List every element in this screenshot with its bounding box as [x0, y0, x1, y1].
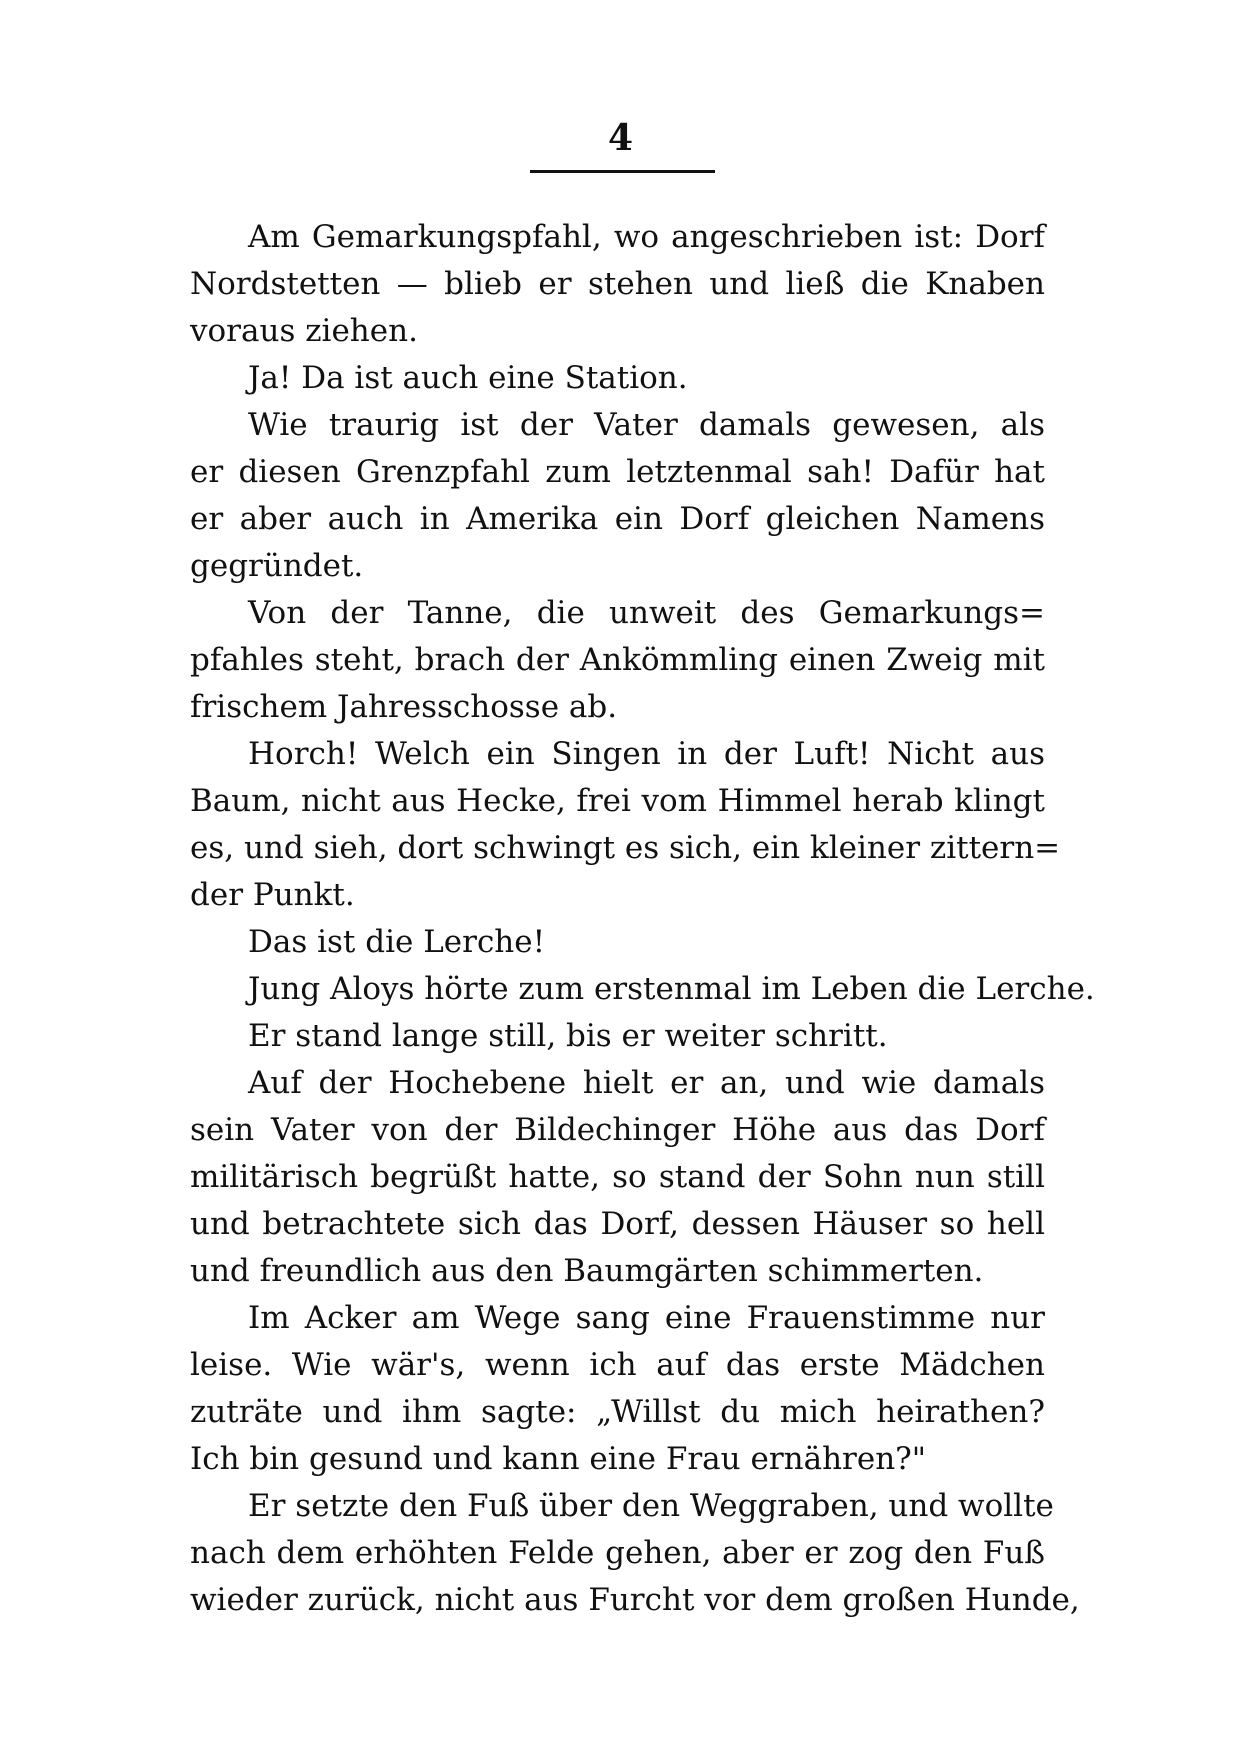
header-rule: [530, 170, 715, 173]
text-line: Baum, nicht aus Hecke, frei vom Himmel herab klingt: [190, 783, 1045, 819]
text-line: zuträte und ihm sagte: „Willst du mich heirathen?: [190, 1394, 1045, 1430]
text-line: er diesen Grenzpfahl zum letztenmal sah! Dafür hat: [190, 454, 1045, 490]
text-line: Das ist die Lerche!: [248, 924, 546, 960]
text-line: wieder zurück, nicht aus Furcht vor dem großen Hunde,: [190, 1582, 1080, 1618]
body-text: [190, 214, 1095, 1624]
text-line: Er stand lange still, bis er weiter schritt.: [248, 1018, 888, 1054]
text-line: Auf der Hochebene hielt er an, und wie damals: [248, 1065, 1045, 1101]
text-line: und betrachtete sich das Dorf, dessen Häuser so hell: [190, 1206, 1045, 1242]
text-line: frischem Jahresschosse ab.: [190, 689, 618, 725]
text-line: es, und sieh, dort schwingt es sich, ein kleiner zittern=: [190, 830, 1061, 866]
text-line: nach dem erhöhten Felde gehen, aber er zog den Fuß: [190, 1535, 1045, 1571]
text-line: pfahles steht, brach der Ankömmling einen Zweig mit: [190, 642, 1045, 678]
text-line: und freundlich aus den Baumgärten schimmerten.: [190, 1253, 984, 1289]
text-line: voraus ziehen.: [190, 313, 418, 349]
text-line: Von der Tanne, die unweit des Gemarkungs=: [248, 595, 1045, 631]
text-line: Im Acker am Wege sang eine Frauenstimme nur: [248, 1300, 1045, 1336]
text-line: Ich bin gesund und kann eine Frau ernähren?": [190, 1441, 927, 1477]
text-line: Horch! Welch ein Singen in der Luft! Nicht aus: [248, 736, 1045, 772]
text-line: militärisch begrüßt hatte, so stand der Sohn nun still: [190, 1159, 1045, 1195]
page-number: 4: [607, 117, 634, 159]
text-line: Er setzte den Fuß über den Weggraben, und wollte: [248, 1488, 1054, 1524]
text-line: leise. Wie wär's, wenn ich auf das erste Mädchen: [190, 1347, 1045, 1383]
text-line: sein Vater von der Bildechinger Höhe aus das Dorf: [190, 1112, 1045, 1148]
text-line: Ja! Da ist auch eine Station.: [248, 360, 688, 396]
text-line: der Punkt.: [190, 877, 355, 913]
text-line: er aber auch in Amerika ein Dorf gleichen Namens: [190, 501, 1045, 537]
text-line: Jung Aloys hörte zum erstenmal im Leben die Lerche.: [248, 971, 1095, 1007]
text-line: Nordstetten — blieb er stehen und ließ die Knaben: [190, 266, 1045, 302]
text-line: gegründet.: [190, 548, 364, 584]
text-line: Wie traurig ist der Vater damals gewesen, als: [248, 407, 1045, 443]
text-line: Am Gemarkungspfahl, wo angeschrieben ist: Dorf: [248, 219, 1045, 255]
